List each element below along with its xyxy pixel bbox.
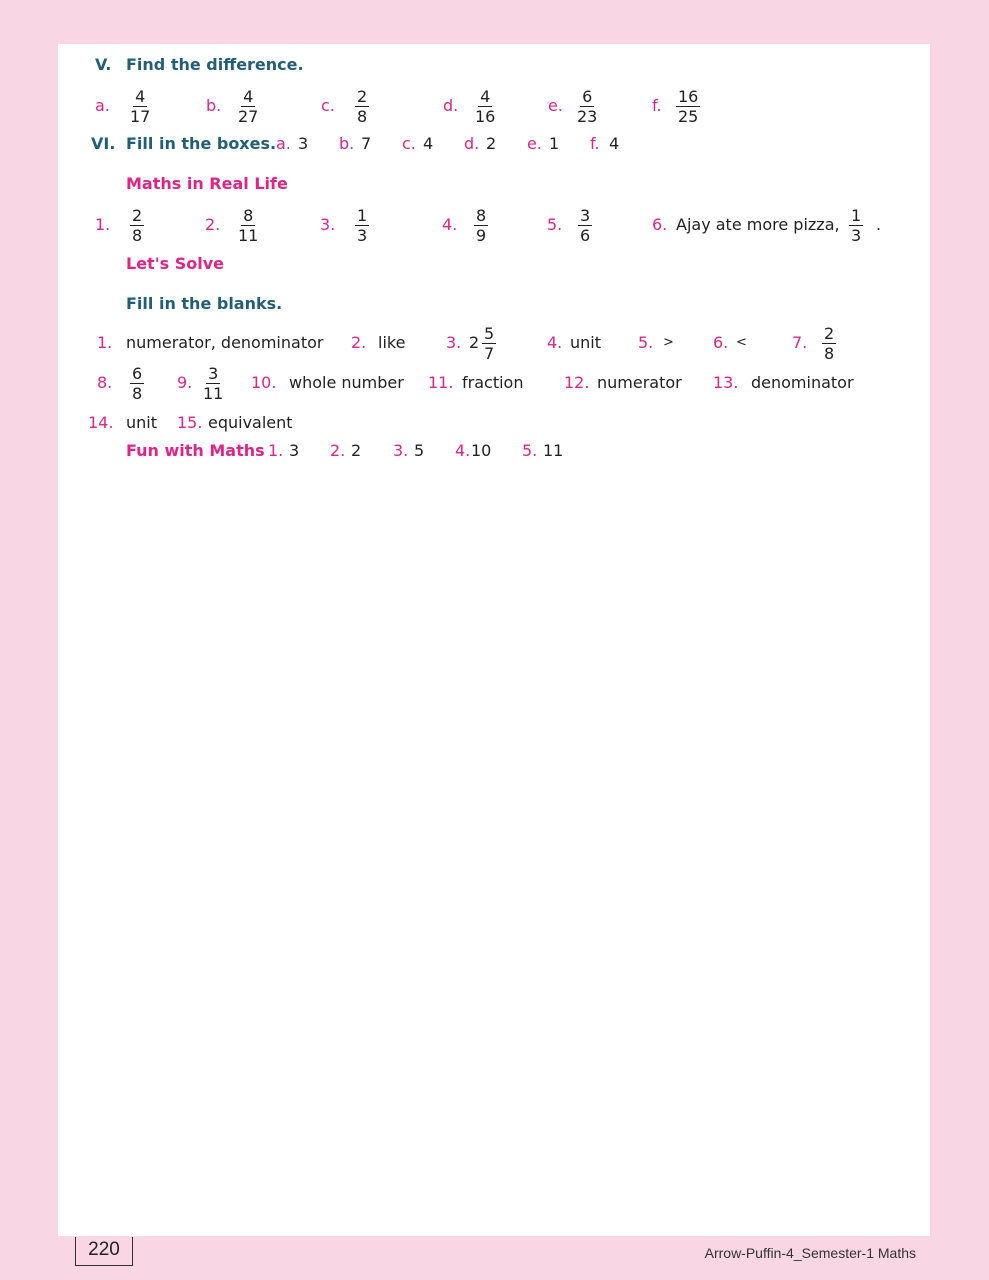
fun-3-value: 5 (414, 441, 425, 460)
rl-4-number: 4. (442, 215, 458, 234)
vi-b-value: 7 (361, 134, 372, 153)
rl-5-fraction: $\frac{3}{6}$ (580, 206, 591, 245)
fb-3-whole: 2 (469, 333, 480, 352)
vi-c-letter: c. (402, 134, 416, 153)
section-vi-title: Fill in the boxes. (126, 134, 277, 153)
fb-1-number: 1. (97, 333, 113, 352)
fb-15-number: 15. (177, 413, 203, 432)
fb-3-fraction: $\frac{5}{7}$ (484, 324, 495, 363)
fb-2-number: 2. (351, 333, 367, 352)
fun-5-value: 11 (543, 441, 564, 460)
vi-b-letter: b. (339, 134, 355, 153)
rl-2-fraction: $\frac{8}{11}$ (238, 206, 259, 245)
rl-6-fraction: $\frac{1}{3}$ (851, 206, 862, 245)
fun-4-number: 4. (455, 441, 471, 460)
v-c-letter: c. (321, 96, 335, 115)
v-a-letter: a. (95, 96, 110, 115)
fb-13-answer: denominator (751, 373, 854, 392)
rl-6-tail: . (876, 215, 882, 234)
fun-1-number: 1. (268, 441, 284, 460)
fb-14-number: 14. (88, 413, 114, 432)
fb-1-answer: numerator, denominator (126, 333, 324, 352)
fun-2-number: 2. (330, 441, 346, 460)
v-b-letter: b. (206, 96, 222, 115)
rl-2-number: 2. (205, 215, 221, 234)
fb-6-answer: < (736, 335, 747, 350)
v-b-fraction: $\frac{4}{27}$ (238, 87, 259, 126)
fb-9-fraction: $\frac{3}{11}$ (203, 364, 224, 403)
fb-5-answer: > (663, 335, 674, 350)
fun-3-number: 3. (393, 441, 409, 460)
fb-9-number: 9. (177, 373, 193, 392)
section-v-label: V. (95, 55, 112, 74)
fun-title: Fun with Maths (126, 441, 265, 460)
vi-c-value: 4 (423, 134, 434, 153)
fb-12-answer: numerator (597, 373, 682, 392)
v-c-fraction: $\frac{2}{8}$ (357, 87, 368, 126)
rl-6-text: Ajay ate more pizza, (676, 215, 840, 234)
fb-11-answer: fraction (462, 373, 524, 392)
fb-4-number: 4. (547, 333, 563, 352)
vi-f-value: 4 (609, 134, 620, 153)
fb-8-number: 8. (97, 373, 113, 392)
fb-13-number: 13. (713, 373, 739, 392)
fb-6-number: 6. (713, 333, 729, 352)
fb-4-answer: unit (570, 333, 601, 352)
fun-4-value: 10 (471, 441, 492, 460)
fb-7-fraction: $\frac{2}{8}$ (824, 324, 835, 363)
vi-e-value: 1 (549, 134, 560, 153)
vi-d-value: 2 (486, 134, 497, 153)
v-d-letter: d. (443, 96, 459, 115)
fb-10-number: 10. (251, 373, 277, 392)
fb-15-answer: equivalent (208, 413, 293, 432)
v-a-fraction: $\frac{4}{17}$ (130, 87, 151, 126)
fun-5-number: 5. (522, 441, 538, 460)
section-v-title: Find the difference. (126, 55, 304, 74)
vi-a-letter: a. (276, 134, 291, 153)
rl-3-fraction: $\frac{1}{3}$ (357, 206, 368, 245)
fill-blanks-title: Fill in the blanks. (126, 294, 283, 313)
fb-14-answer: unit (126, 413, 157, 432)
section-vi-label: VI. (91, 134, 116, 153)
fun-2-value: 2 (351, 441, 362, 460)
vi-d-letter: d. (464, 134, 480, 153)
vi-a-value: 3 (298, 134, 309, 153)
fb-11-number: 11. (428, 373, 454, 392)
v-d-fraction: $\frac{4}{16}$ (475, 87, 496, 126)
lets-solve-title: Let's Solve (126, 254, 224, 273)
fb-5-number: 5. (638, 333, 654, 352)
vi-e-letter: e. (527, 134, 542, 153)
v-e-fraction: $\frac{6}{23}$ (577, 87, 598, 126)
fb-3-number: 3. (446, 333, 462, 352)
fb-12-number: 12. (564, 373, 590, 392)
rl-4-fraction: $\frac{8}{9}$ (476, 206, 487, 245)
fb-10-answer: whole number (289, 373, 404, 392)
rl-1-number: 1. (95, 215, 111, 234)
rl-5-number: 5. (547, 215, 563, 234)
fb-2-answer: like (378, 333, 406, 352)
rl-3-number: 3. (320, 215, 336, 234)
footer-book-title: Arrow-Puffin-4_Semester-1 Maths (704, 1245, 916, 1261)
vi-f-letter: f. (590, 134, 600, 153)
fb-7-number: 7. (792, 333, 808, 352)
v-e-letter: e. (548, 96, 563, 115)
page-number: 220 (75, 1237, 133, 1266)
v-f-letter: f. (652, 96, 662, 115)
v-f-fraction: $\frac{16}{25}$ (678, 87, 699, 126)
fun-1-value: 3 (289, 441, 300, 460)
fb-8-fraction: $\frac{6}{8}$ (132, 364, 143, 403)
real-life-title: Maths in Real Life (126, 174, 288, 193)
rl-6-number: 6. (652, 215, 668, 234)
rl-1-fraction: $\frac{2}{8}$ (132, 206, 143, 245)
